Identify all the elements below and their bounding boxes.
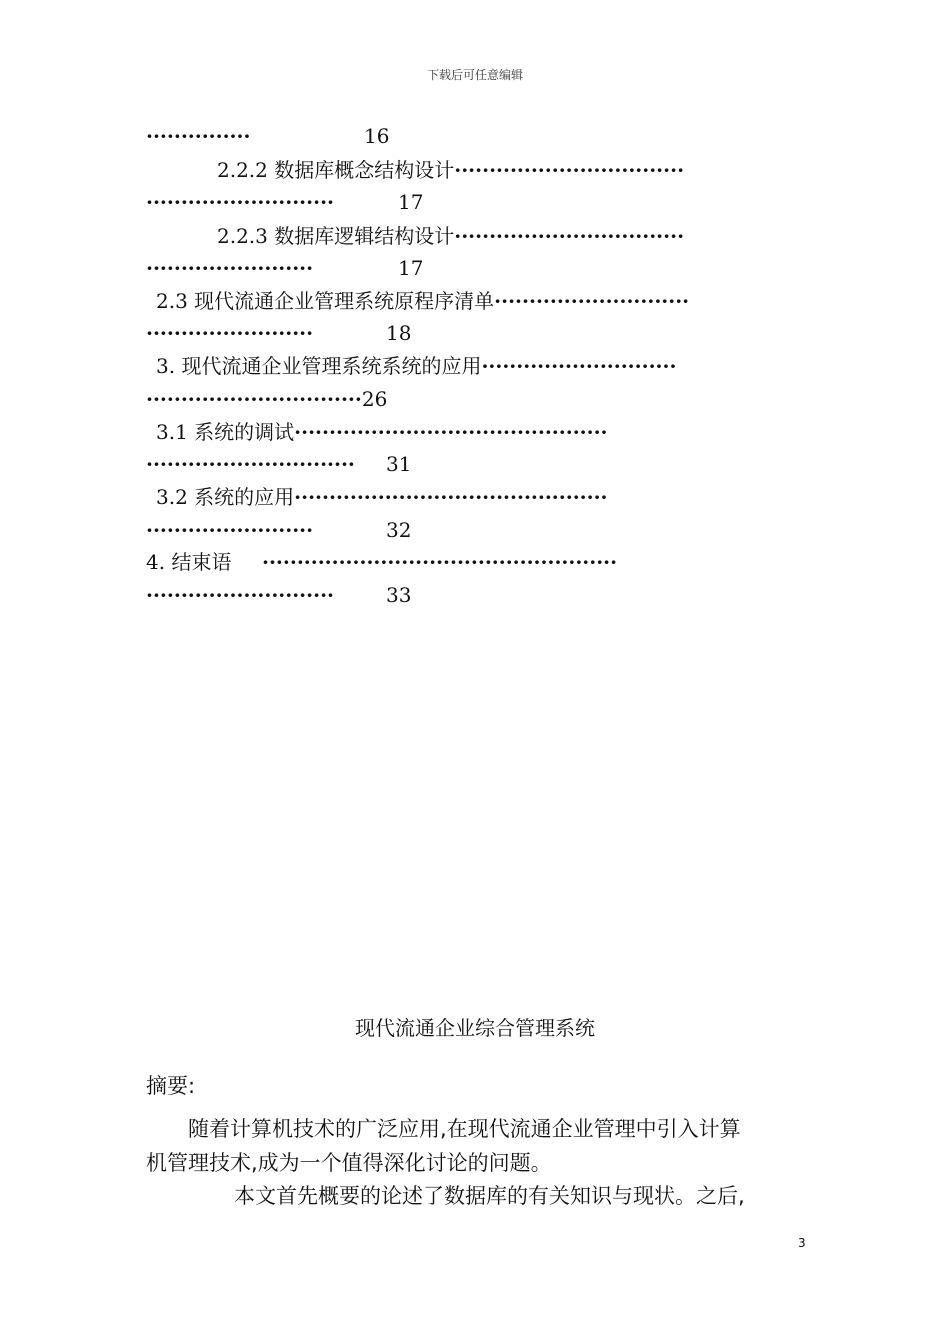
toc-dots: ······························· xyxy=(146,387,362,411)
page-number: 3 xyxy=(798,1236,806,1250)
toc-entry-label: 2.2.2 数据库概念结构设计 xyxy=(217,158,455,182)
toc-entry-label: 2.2.3 数据库逻辑结构设计 xyxy=(217,224,455,248)
toc-dots: ···························· xyxy=(494,289,690,313)
toc-page-number: 33 xyxy=(386,583,412,607)
toc-dots: ······························ xyxy=(146,452,355,476)
page-header: 下载后可任意编辑 xyxy=(426,68,523,82)
toc-entry-2-2-3[interactable] xyxy=(217,224,684,248)
toc-page-number: 18 xyxy=(386,321,412,345)
toc-entry-2-2-2[interactable] xyxy=(217,158,684,182)
toc-entry-label: 2.3 现代流通企业管理系统原程序清单 xyxy=(156,289,495,313)
toc-dots: ··························· xyxy=(146,190,334,214)
toc-entry-label: 4. 结束语 xyxy=(146,550,232,574)
toc-dots: ··················································· xyxy=(262,550,618,574)
toc-page-number: 32 xyxy=(386,518,412,542)
document-title: 现代流通企业综合管理系统 xyxy=(355,1016,595,1040)
toc-page-number: 17 xyxy=(398,190,424,214)
toc-entry-4[interactable] xyxy=(146,550,231,574)
toc-entry-3-2[interactable] xyxy=(156,485,608,509)
toc-page-number: 26 xyxy=(361,387,388,411)
abstract-paragraph-line: 本文首先概要的论述了数据库的有关知识与现状。之后, xyxy=(234,1184,745,1208)
toc-page-number: 17 xyxy=(398,256,424,280)
toc-dots: ··························· xyxy=(146,583,334,607)
toc-entry-label: 3.1 系统的调试 xyxy=(156,420,295,444)
toc-entry-2-3[interactable] xyxy=(156,289,689,313)
toc-dots: ································· xyxy=(454,158,685,182)
toc-entry-label: 3. 现代流通企业管理系统系统的应用 xyxy=(156,354,482,378)
toc-dots: ························ xyxy=(146,321,314,345)
toc-dots: ··············· xyxy=(146,124,251,148)
toc-dots: ············································· xyxy=(294,485,608,509)
abstract-label: 摘要: xyxy=(146,1074,196,1098)
toc-page-number: 31 xyxy=(386,452,412,476)
toc-line-2 xyxy=(146,387,387,411)
toc-dots: ································· xyxy=(454,224,685,248)
toc-entry-3[interactable] xyxy=(156,354,676,378)
toc-dots: ···························· xyxy=(481,354,677,378)
abstract-paragraph-line: 机管理技术,成为一个值得深化讨论的问题。 xyxy=(146,1151,552,1175)
toc-dots: ························ xyxy=(146,518,314,542)
abstract-paragraph-line: 随着计算机技术的广泛应用,在现代流通企业管理中引入计算 xyxy=(188,1117,741,1141)
toc-dots: ························ xyxy=(146,256,314,280)
toc-dots: ············································· xyxy=(294,420,608,444)
toc-entry-label: 3.2 系统的应用 xyxy=(156,485,295,509)
toc-entry-3-1[interactable] xyxy=(156,420,608,444)
toc-page-number: 16 xyxy=(364,124,390,148)
